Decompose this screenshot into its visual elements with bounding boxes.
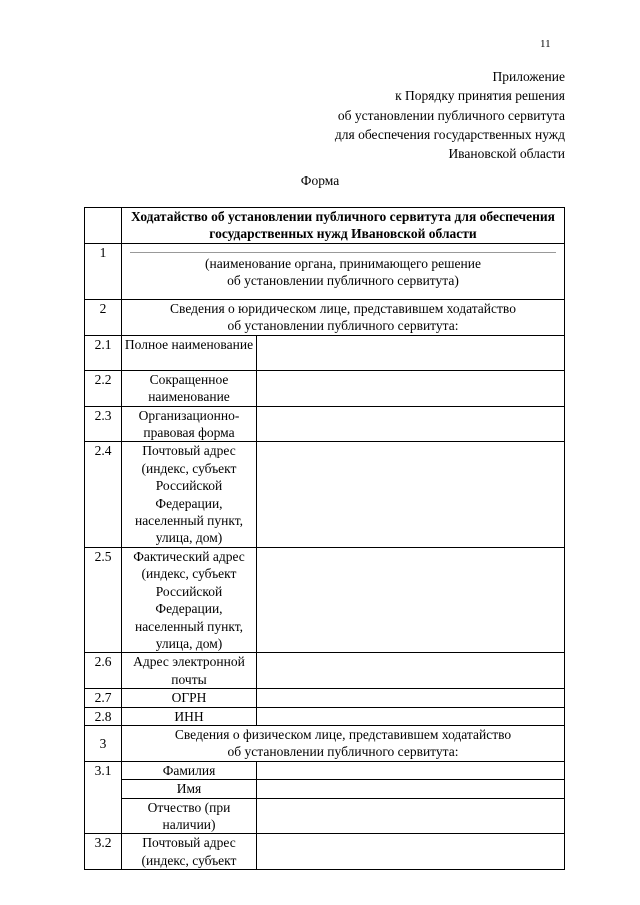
- row-number: 2.1: [85, 335, 122, 370]
- row-number: 2.6: [85, 653, 122, 689]
- value-cell[interactable]: [257, 798, 565, 834]
- row-number: 2.4: [85, 442, 122, 547]
- form-title: Форма: [300, 173, 340, 188]
- row-label: Отчество (при наличии): [122, 798, 257, 834]
- row-label: Сокращенное наименование: [122, 370, 257, 406]
- row-number: 2.2: [85, 370, 122, 406]
- value-cell[interactable]: [257, 547, 565, 652]
- table-row: [85, 761, 565, 779]
- row-label: Организационно-правовая форма: [122, 406, 257, 442]
- section-2-title-line2: об установлении публичного сервитута:: [227, 318, 459, 334]
- table-row: [85, 834, 565, 870]
- section-2-title: [122, 300, 565, 336]
- row-number: 2.5: [85, 547, 122, 652]
- row-number: 3: [85, 725, 122, 761]
- table-row: [85, 707, 565, 725]
- value-cell[interactable]: [257, 335, 565, 370]
- row-label: Полное наименование: [122, 335, 257, 370]
- section-3-title-line2: об установлении публичного сервитута:: [227, 744, 459, 760]
- authority-caption-line1: (наименование органа, принимающего решение: [205, 256, 481, 271]
- row-number: 2.3: [85, 406, 122, 442]
- header-num-cell: [85, 208, 122, 244]
- table-row: [85, 335, 565, 370]
- table-row: [85, 780, 565, 798]
- form-header-title: Ходатайство об установлении публичного сервитута для обеспечения государственных нужд Ивановской области: [122, 208, 565, 244]
- section-2-row: [85, 300, 565, 336]
- row-number: 3.1: [85, 761, 122, 834]
- value-cell[interactable]: [257, 834, 565, 870]
- appendix-line: для обеспечения государственных нужд: [334, 126, 565, 142]
- table-row: [85, 653, 565, 689]
- petition-form-table: [84, 207, 565, 870]
- value-cell[interactable]: [257, 689, 565, 707]
- row-number: 2.7: [85, 689, 122, 707]
- value-cell[interactable]: [257, 761, 565, 779]
- row-number: 2.8: [85, 707, 122, 725]
- table-row: [85, 370, 565, 406]
- table-row: [85, 442, 565, 547]
- table-row: [85, 689, 565, 707]
- row-number: 3.2: [85, 834, 122, 870]
- row-number: 1: [85, 244, 122, 300]
- row-label: Адрес электронной почты: [122, 653, 257, 689]
- row-label: Фактический адрес (индекс, субъект Российской Федерации, населенный пункт, улица, дом): [122, 547, 257, 652]
- section-3-row: [85, 725, 565, 761]
- row-label: Фамилия: [122, 761, 257, 779]
- value-cell[interactable]: [257, 442, 565, 547]
- appendix-line: Приложение: [492, 69, 565, 84]
- row-label: ИНН: [122, 707, 257, 725]
- value-cell[interactable]: [257, 780, 565, 798]
- value-cell[interactable]: [257, 707, 565, 725]
- authority-name-field[interactable]: [122, 244, 565, 300]
- table-header-row: [85, 208, 565, 244]
- fill-line: [130, 252, 556, 253]
- row-label: Имя: [122, 780, 257, 798]
- value-cell[interactable]: [257, 653, 565, 689]
- section-3-title-line1: Сведения о физическом лице, представившем ходатайство: [174, 726, 512, 742]
- row-number: 2: [85, 300, 122, 336]
- appendix-line: к Порядку принятия решения: [395, 88, 565, 104]
- appendix-header: [235, 67, 565, 163]
- page-number: 11: [540, 38, 551, 50]
- table-row: [85, 547, 565, 652]
- row-label: Почтовый адрес (индекс, субъект Российской Федерации, населенный пункт, улица, дом): [122, 442, 257, 547]
- value-cell[interactable]: [257, 370, 565, 406]
- table-row: [85, 406, 565, 442]
- section-1-row: [85, 244, 565, 300]
- appendix-line: Ивановской области: [448, 146, 565, 162]
- section-2-title-line1: Сведения о юридическом лице, представившем ходатайство: [170, 301, 516, 316]
- row-label: Почтовый адрес (индекс, субъект: [122, 834, 257, 870]
- appendix-line: об установлении публичного сервитута: [337, 107, 565, 123]
- row-label: ОГРН: [122, 689, 257, 707]
- section-3-title: [122, 725, 565, 761]
- table-row: [85, 798, 565, 834]
- value-cell[interactable]: [257, 406, 565, 442]
- authority-caption-line2: об установлении публичного сервитута): [227, 273, 459, 289]
